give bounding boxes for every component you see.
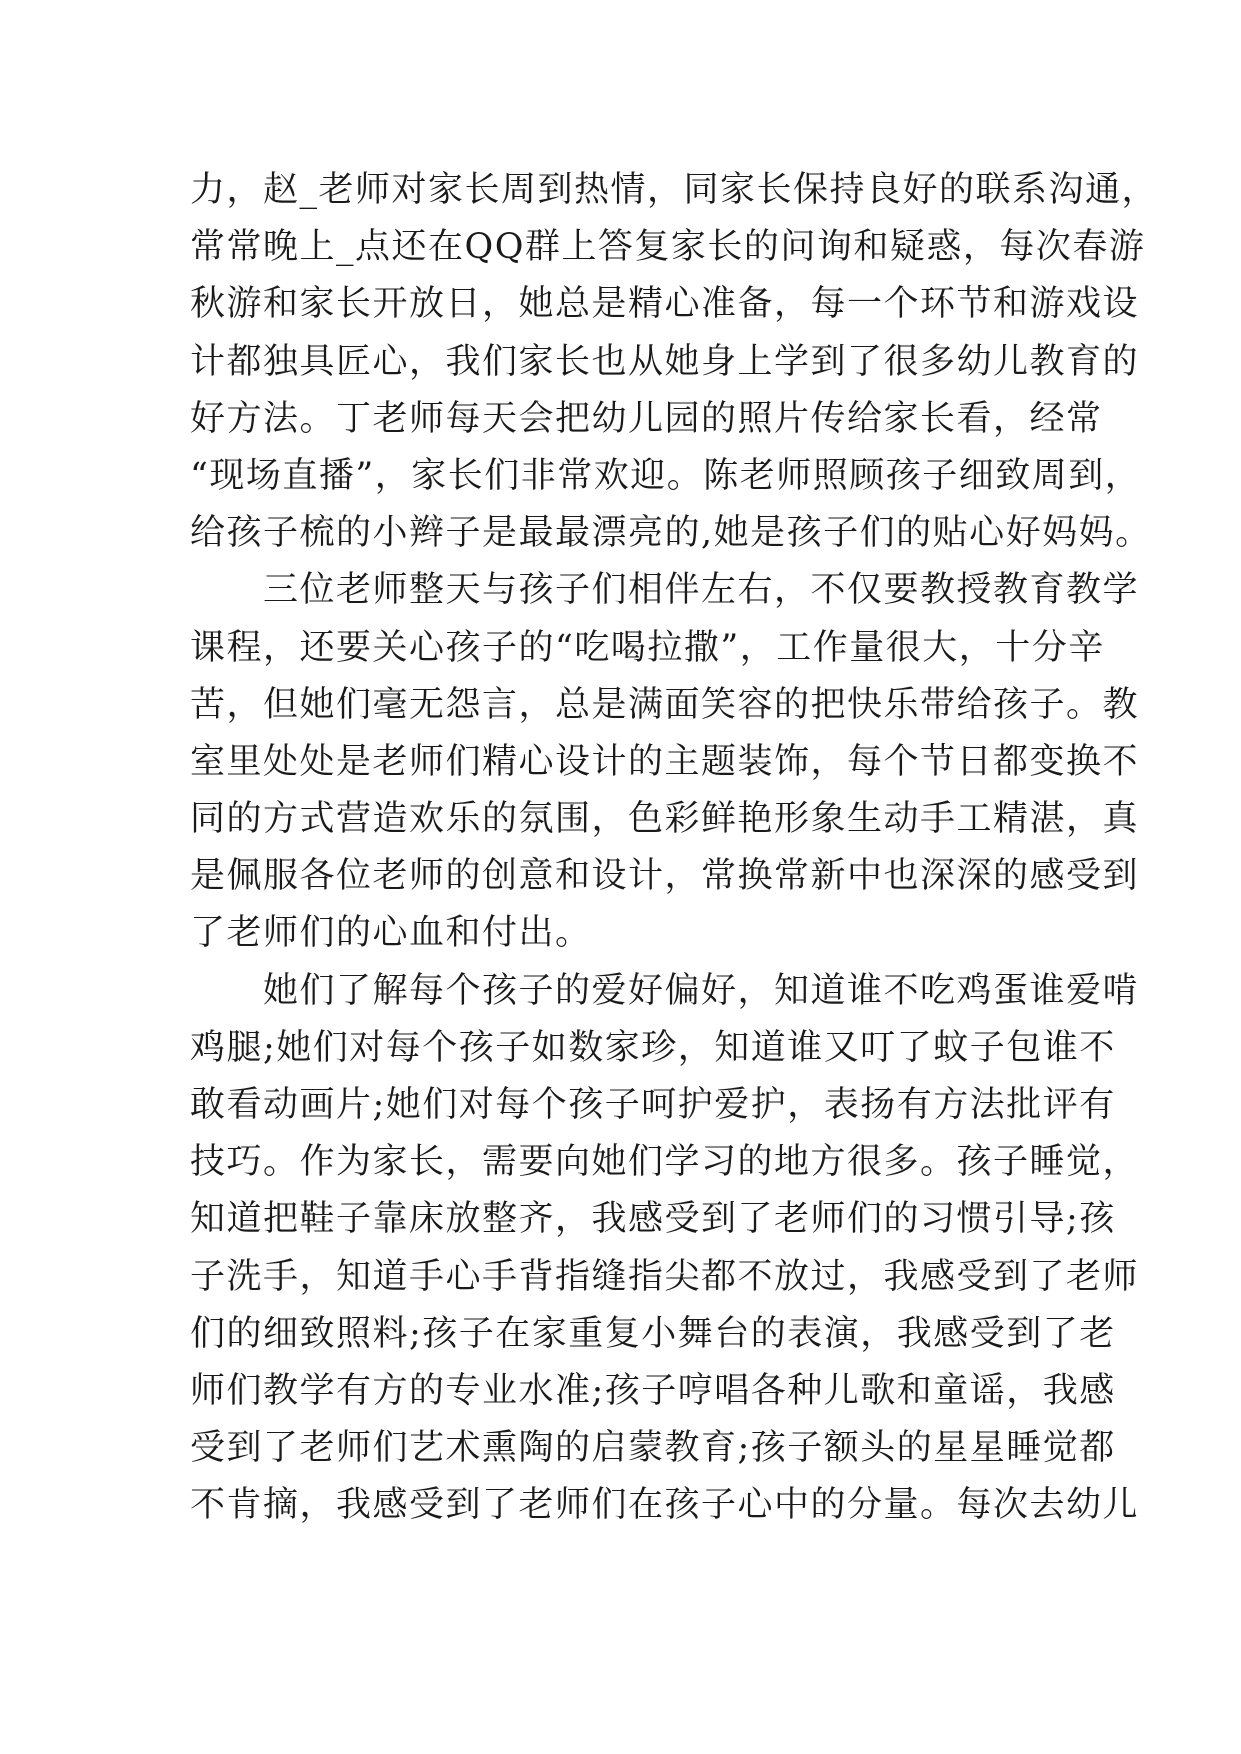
text-line: 师们教学有方的专业水准;孩子哼唱各种儿歌和童谣，我感 [190,1370,1116,1411]
text-line: 了老师们的心血和付出。 [190,913,592,954]
text-line: 她们了解每个孩子的爱好偏好，知道谁不吃鸡蛋谁爱啃 [190,970,1140,1011]
text-line: 室里处处是老师们精心设计的主题装饰，每个节日都变换不 [190,741,1140,782]
text-line: 三位老师整天与孩子们相伴左右，不仅要教授教育教学 [190,570,1140,611]
text-line: 计都独具匠心，我们家长也从她身上学到了很多幼儿教育的 [190,341,1140,382]
text-line: 鸡腿;她们对每个孩子如数家珍，知道谁又叮了蚊子包谁不 [190,1027,1116,1068]
text-line: 同的方式营造欢乐的氛围，色彩鲜艳形象生动手工精湛，真 [190,799,1140,840]
text-line: 苦，但她们毫无怨言，总是满面笑容的把快乐带给孩子。教 [190,684,1140,725]
text-line: 常常晚上_点还在QQ群上答复家长的问询和疑惑，每次春游 [190,227,1146,268]
text-line: 技巧。作为家长，需要向她们学习的地方很多。孩子睡觉， [190,1142,1140,1183]
text-line: 力，赵_老师对家长周到热情，同家长保持良好的联系沟通， [190,170,1159,210]
text-line: 课程，还要关心孩子的“吃喝拉撒”，工作量很大，十分辛 [190,627,1105,668]
text-line: 不肯摘，我感受到了老师们在孩子心中的分量。每次去幼儿 [190,1485,1140,1526]
text-line: “现场直播”，家长们非常欢迎。陈老师照顾孩子细致周到， [190,455,1142,496]
text-line: 子洗手，知道手心手背指缝指尖都不放过，我感受到了老师 [190,1256,1140,1297]
text-line: 敢看动画片;她们对每个孩子呵护爱护，表扬有方法批评有 [190,1085,1116,1125]
text-line: 知道把鞋子靠床放整齐，我感受到了老师们的习惯引导;孩 [190,1199,1116,1240]
body-text [190,162,1159,1535]
text-line: 给孩子梳的小辫子是最最漂亮的,她是孩子们的贴心好妈妈。 [190,513,1152,554]
text-line: 是佩服各位老师的创意和设计，常换常新中也深深的感受到 [190,856,1140,897]
text-line: 秋游和家长开放日，她总是精心准备，每一个环节和游戏设 [190,284,1140,325]
paragraph [190,562,1140,962]
text-line: 好方法。丁老师每天会把幼儿园的照片传给家长看，经常 [190,398,1103,439]
text-line: 们的细致照料;孩子在家重复小舞台的表演，我感受到了老 [190,1313,1116,1354]
paragraph [190,162,1159,562]
text-line: 受到了老师们艺术熏陶的启蒙教育;孩子额头的星星睡觉都 [190,1428,1116,1469]
paragraph [190,963,1140,1535]
